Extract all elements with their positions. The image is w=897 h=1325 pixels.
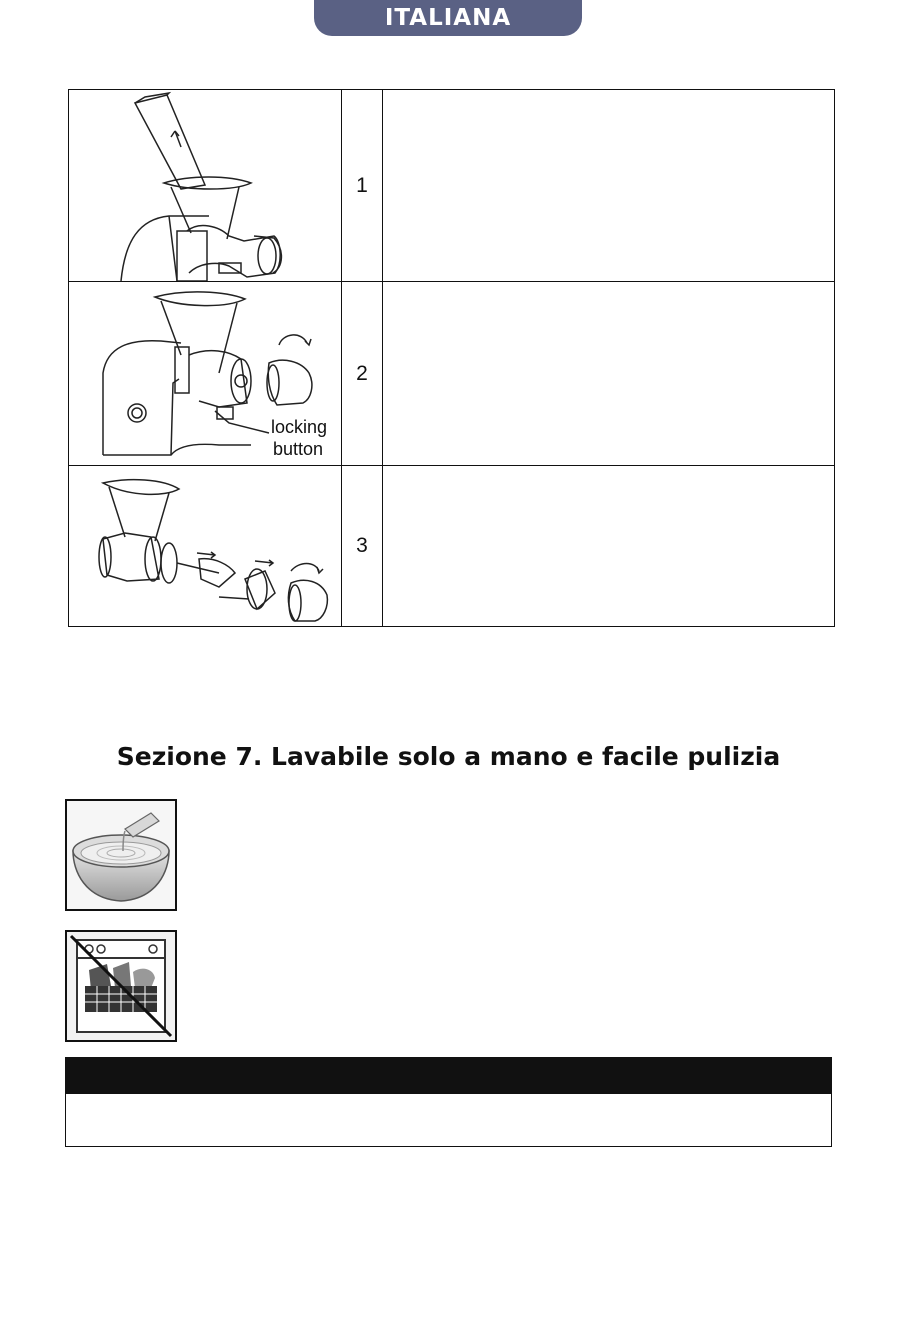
step-number-2: 2 bbox=[342, 282, 383, 466]
step-3-illustration-cell bbox=[69, 466, 342, 627]
step-row-1 bbox=[69, 90, 835, 282]
unlock-cap-illustration bbox=[69, 283, 341, 465]
step-number-1: 1 bbox=[342, 90, 383, 282]
step-row-2 bbox=[69, 282, 835, 466]
step-row-3 bbox=[69, 466, 835, 627]
section-title: Sezione 7. Lavabile solo a mano e facile pulizia bbox=[116, 742, 781, 771]
step-2-illustration-cell bbox=[69, 282, 342, 466]
step-number-3: 3 bbox=[342, 466, 383, 627]
step-1-illustration-cell bbox=[69, 90, 342, 282]
step-description-1 bbox=[383, 90, 835, 282]
no-dishwasher-icon bbox=[65, 930, 177, 1042]
hand-wash-basin-icon bbox=[65, 799, 177, 911]
disassembly-steps-table bbox=[68, 89, 835, 627]
locking-label-line-2: button bbox=[273, 438, 324, 459]
warning-box bbox=[65, 1057, 832, 1147]
locking-label-line-1: locking bbox=[271, 416, 328, 437]
warning-header-bar bbox=[66, 1058, 831, 1094]
remove-hopper-illustration bbox=[69, 91, 341, 281]
step-description-2 bbox=[383, 282, 835, 466]
disassemble-parts-illustration bbox=[69, 467, 341, 626]
step-description-3 bbox=[383, 466, 835, 627]
language-tab: ITALIANA bbox=[314, 0, 582, 36]
